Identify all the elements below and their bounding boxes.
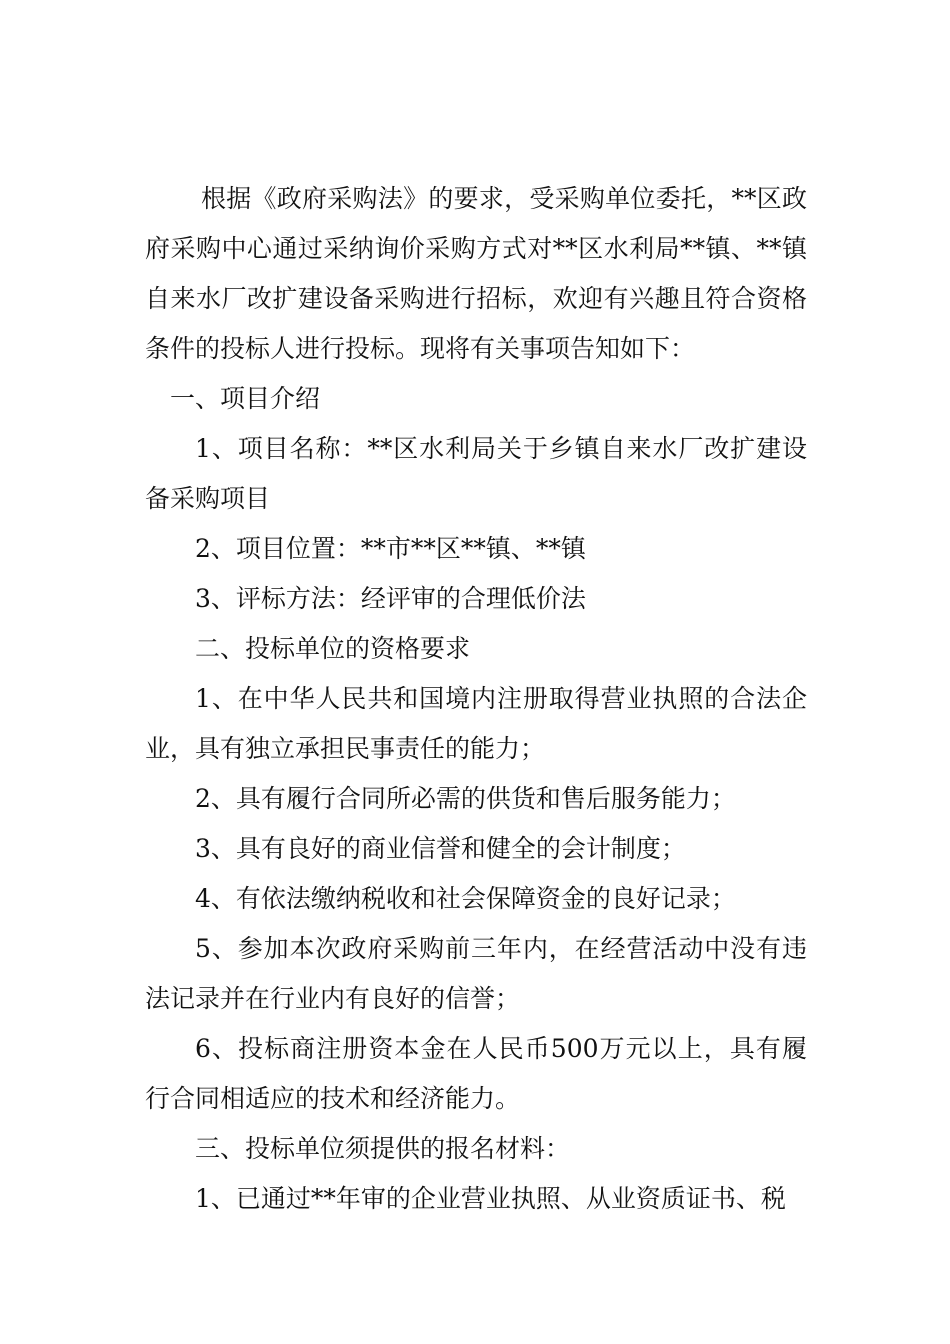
section-heading-project-intro: 一、项目介绍 <box>170 384 321 413</box>
intro-paragraph: 根据《政府采购法》的要求，受采购单位委托，**区政府采购中心通过采纳询价采购方式对**区水利局**镇、**镇自来水厂改扩建设备采购进行招标，欢迎有兴趣且符合资格条件的投标人进行投标。现将有关事项告知如下： <box>145 184 807 363</box>
qualification-item-4: 4、有依法缴纳税收和社会保障资金的良好记录； <box>195 884 736 913</box>
section-heading-qualification: 二、投标单位的资格要求 <box>195 634 471 663</box>
qualification-item-6: 6、投标商注册资本金在人民币500万元以上，具有履行合同相适应的技术和经济能力。 <box>145 1034 807 1113</box>
materials-item-1: 1、已通过**年审的企业营业执照、从业资质证书、税 <box>195 1184 786 1213</box>
project-item-name: 1、项目名称：**区水利局关于乡镇自来水厂改扩建设备采购项目 <box>145 434 807 513</box>
qualification-item-2: 2、具有履行合同所必需的供货和售后服务能力； <box>195 784 736 813</box>
section-heading-registration-materials: 三、投标单位须提供的报名材料： <box>195 1134 571 1163</box>
qualification-item-3: 3、具有良好的商业信誉和健全的会计制度； <box>195 834 686 863</box>
project-item-evaluation-method: 3、评标方法：经评审的合理低价法 <box>195 584 586 613</box>
qualification-item-1: 1、在中华人民共和国境内注册取得营业执照的合法企业，具有独立承担民事责任的能力； <box>145 684 807 763</box>
qualification-item-5: 5、参加本次政府采购前三年内，在经营活动中没有违法记录并在行业内有良好的信誉； <box>145 934 807 1013</box>
document-page <box>145 174 807 1224</box>
project-item-location: 2、项目位置：**市**区**镇、**镇 <box>195 534 586 563</box>
